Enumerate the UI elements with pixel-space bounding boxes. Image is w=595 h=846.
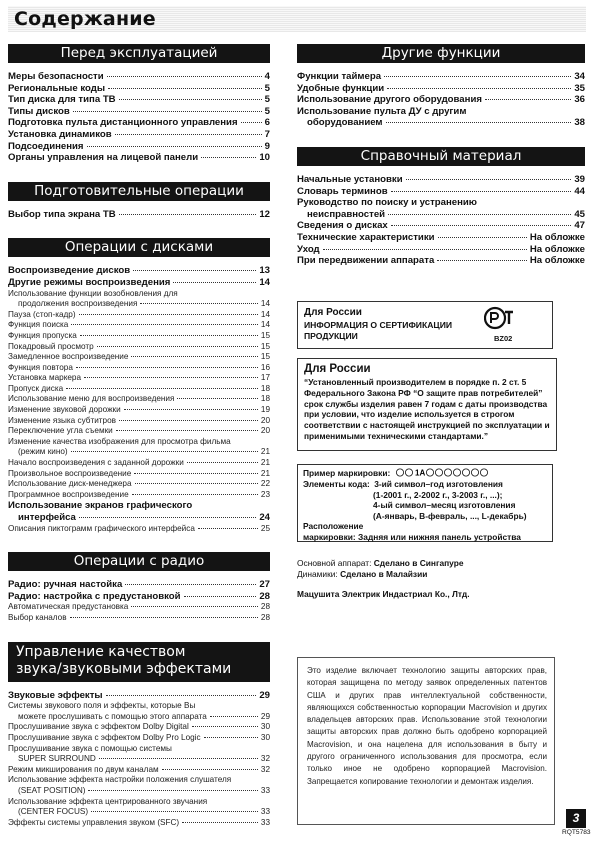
toc-dot-leader xyxy=(91,811,258,812)
toc-entry-page: 14 xyxy=(259,276,270,288)
toc-entry-page: 28 xyxy=(260,602,270,612)
toc-entry xyxy=(8,469,270,480)
section-header: Подготовительные операции xyxy=(8,182,270,201)
toc-entry-title: Пауза (стоп-кадр) xyxy=(8,309,76,319)
toc-entry-title: Выбор типа экрана ТВ xyxy=(8,208,116,220)
toc-dot-leader xyxy=(437,260,527,261)
toc-dot-leader xyxy=(116,430,258,431)
toc-entry-title: При передвижении аппарата xyxy=(297,255,435,267)
toc-dot-leader xyxy=(108,88,262,89)
left-section xyxy=(8,238,270,534)
toc-entry-page: 6 xyxy=(264,117,270,129)
toc-entry-page: 20 xyxy=(260,426,270,436)
toc-entry-page: 19 xyxy=(260,405,270,415)
maker-name: Мацушита Электрик Индастриал Ко., Лтд. xyxy=(297,589,470,599)
toc-entry xyxy=(8,602,270,613)
toc-entry-page: На обложке xyxy=(529,243,585,255)
marking-circle xyxy=(453,469,460,476)
toc-dot-leader xyxy=(204,737,258,738)
toc-entry-page: 21 xyxy=(260,468,270,478)
toc-entry xyxy=(8,129,270,141)
marking-label: Пример маркировки: xyxy=(303,468,391,479)
toc-dot-leader xyxy=(406,179,572,180)
toc-entry-title: (SEAT POSITION) xyxy=(18,785,86,795)
toc-entry-page: 33 xyxy=(260,807,270,817)
toc-entry-title: Подсоединения xyxy=(8,140,84,152)
section-header-line: звука/звуковыми эффектами xyxy=(16,660,232,677)
toc-entry-title: Технические характеристики xyxy=(297,231,435,243)
toc-entry xyxy=(8,765,270,776)
toc-entry-title: Тип диска для типа ТВ xyxy=(8,94,116,106)
toc-entry xyxy=(8,289,270,300)
toc-entry xyxy=(8,613,270,624)
service-life-box xyxy=(297,358,557,451)
cert-title: Для России xyxy=(304,307,362,318)
rst-logo xyxy=(484,306,514,330)
toc-dot-leader xyxy=(184,596,257,597)
toc-dot-leader xyxy=(241,122,262,123)
toc-entry-title: Функция пропуска xyxy=(8,330,77,340)
section-header xyxy=(8,642,270,682)
toc-entry xyxy=(297,232,585,244)
toc-entry xyxy=(8,352,270,363)
toc-entry xyxy=(8,209,270,221)
toc-entry xyxy=(8,141,270,153)
section-header: Операции с дисками xyxy=(8,238,270,257)
toc-entry-title: Программное воспроизведение xyxy=(8,489,129,499)
codes-line4: (A-январь, B-февраль, ..., L-декабрь) xyxy=(373,510,527,521)
toc-entry-page: 44 xyxy=(574,185,585,197)
toc-entry xyxy=(297,186,585,198)
toc-entry-title: Звуковые эффекты xyxy=(8,689,103,701)
toc-entry-title: Прослушивание звука с эффектом Dolby Pro Logic xyxy=(8,732,201,742)
toc-entry-page: 21 xyxy=(260,458,270,468)
marking-circle xyxy=(396,469,403,476)
toc-entry-title: Установка динамиков xyxy=(8,128,112,140)
toc-entry xyxy=(8,83,270,95)
toc-entry xyxy=(297,94,585,106)
toc-dot-leader xyxy=(88,790,257,791)
toc-entry xyxy=(8,490,270,501)
toc-entry-page: 45 xyxy=(574,208,585,220)
toc-entry xyxy=(297,106,585,118)
toc-entry xyxy=(8,342,270,353)
toc-dot-leader xyxy=(387,88,571,89)
right-column xyxy=(297,44,585,285)
marking-circle xyxy=(435,469,442,476)
toc-entry xyxy=(8,152,270,164)
toc-entry xyxy=(8,786,270,797)
toc-entry xyxy=(297,174,585,186)
left-column xyxy=(8,44,270,846)
toc-entry-title: Региональные коды xyxy=(8,82,106,94)
toc-dot-leader xyxy=(76,367,258,368)
toc-dot-leader xyxy=(84,377,258,378)
toc-entry-page: 13 xyxy=(259,265,270,277)
toc-entry xyxy=(8,373,270,384)
toc-entry-page: 17 xyxy=(260,373,270,383)
toc-entry-title: Подготовка пульта дистанционного управления xyxy=(8,117,238,129)
origin-main-label: Основной аппарат: xyxy=(297,558,372,568)
toc-entry xyxy=(297,220,585,232)
toc-entry-page: 30 xyxy=(260,732,270,742)
toc-dot-leader xyxy=(119,420,258,421)
toc-entry-page: 32 xyxy=(260,754,270,764)
codes-line1: 3-ий символ–год изготовления xyxy=(374,479,503,489)
marking-sample-row xyxy=(303,468,546,480)
toc-entry xyxy=(8,416,270,427)
toc-entry xyxy=(8,701,270,712)
marking-circle xyxy=(471,469,478,476)
toc-entry-title: Использование меню для воспроизведения xyxy=(8,394,175,404)
toc-entry-page: 36 xyxy=(574,94,585,106)
toc-entry-title: можете прослушивать с помощью этого аппарата xyxy=(18,711,207,721)
origin-main-value: Сделано в Сингапуре xyxy=(373,558,464,568)
toc-dot-leader xyxy=(131,356,257,357)
toc-entry xyxy=(8,579,270,591)
marking-circle xyxy=(480,469,487,476)
toc-entry xyxy=(8,394,270,405)
toc-entry-page: 29 xyxy=(260,711,270,721)
toc-dot-leader xyxy=(182,822,258,823)
macrovision-text: Это изделие включает технологию защиты авторских прав, которая защищена по методу заявок определенных патентов США и других прав интеллектуальной собственности, являющихся собственностью корпорации Macrovision и других владельцев авторских прав. Использование этой технологии защиты авторских прав должно быть одобрено корпорацией Macrovision, и она нацелена для использования в быту и другого ограниченного использования для просмотра, если только иное не одобрено корпорацией Macrovision. Запрещается копирование технологии и демонтаж изделия. xyxy=(307,666,547,786)
toc-entry xyxy=(8,437,270,448)
section-header: Перед эксплуатацией xyxy=(8,44,270,63)
toc-entry-page: На обложке xyxy=(529,255,585,267)
toc-entry-title: Изменение языка субтитров xyxy=(8,415,116,425)
toc-entry-title: Органы управления на лицевой панели xyxy=(8,152,199,164)
toc-entry-page: 14 xyxy=(260,320,270,330)
toc-entry-title: Использование другого оборудования xyxy=(297,94,482,106)
toc-entry-title: Руководство по поиску и устранению xyxy=(297,197,477,209)
toc-entry xyxy=(8,405,270,416)
toc-entry-page: 30 xyxy=(260,722,270,732)
toc-entry-title: Использование функции возобновления для xyxy=(8,288,178,298)
toc-dot-leader xyxy=(173,282,256,283)
toc-entry xyxy=(8,733,270,744)
toc-entry xyxy=(8,722,270,733)
toc-entry-page: 18 xyxy=(260,383,270,393)
toc-entry-title: Удобные функции xyxy=(297,82,385,94)
toc-dot-leader xyxy=(388,214,571,215)
toc-entry-title: Изменение качества изображения для просмотра фильма xyxy=(8,436,231,446)
doc-code: RQT5783 xyxy=(562,829,591,836)
left-section xyxy=(8,182,270,221)
toc-dot-leader xyxy=(391,191,572,192)
toc-entry-page: 32 xyxy=(260,764,270,774)
toc-entry-title: Начало воспроизведения с заданной дорожки xyxy=(8,458,184,468)
toc-entry xyxy=(8,277,270,289)
toc-entry xyxy=(8,320,270,331)
toc-entry xyxy=(8,310,270,321)
toc-entry-title: Функция поиска xyxy=(8,320,69,330)
toc-entry-title: Покадровый просмотр xyxy=(8,341,94,351)
toc-entry xyxy=(8,447,270,458)
toc-dot-leader xyxy=(133,270,256,271)
toc-entry-title: Использование диск-менеджера xyxy=(8,479,132,489)
toc-entry-title: интерфейса xyxy=(18,512,76,523)
origin-speaker-value: Сделано в Малайзии xyxy=(340,569,428,579)
toc-entry-title: Функции таймера xyxy=(297,71,382,82)
left-section xyxy=(8,44,270,164)
toc-entry-title: Начальные установки xyxy=(297,173,403,185)
toc-entry-page: 5 xyxy=(264,82,270,94)
marking-circles xyxy=(396,468,546,480)
toc-dot-leader xyxy=(66,388,258,389)
toc-dot-leader xyxy=(162,769,258,770)
toc-entry-page: 5 xyxy=(264,94,270,106)
toc-entry-page: 15 xyxy=(260,330,270,340)
toc-entry-title: Эффекты системы управления звуком (SFC) xyxy=(8,817,180,827)
section-header: Операции с радио xyxy=(8,552,270,571)
toc-dot-leader xyxy=(485,99,571,100)
toc-entry xyxy=(8,117,270,129)
toc-dot-leader xyxy=(119,99,262,100)
toc-entry-title: Режим микширования по двум каналам xyxy=(8,764,159,774)
page-title-bar xyxy=(8,6,586,32)
toc-entry xyxy=(297,117,585,129)
toc-entry-page: 15 xyxy=(260,352,270,362)
toc-dot-leader xyxy=(210,716,258,717)
toc-entry xyxy=(8,818,270,829)
toc-entry-title: (режим кино) xyxy=(18,447,68,457)
left-section xyxy=(8,552,270,623)
page-number: 3 xyxy=(572,811,580,825)
toc-entry xyxy=(8,299,270,310)
toc-entry-page: 39 xyxy=(574,173,585,185)
toc-dot-leader xyxy=(70,617,258,618)
toc-entry-page: 22 xyxy=(260,479,270,489)
toc-dot-leader xyxy=(384,76,571,77)
toc-entry-page: 29 xyxy=(259,689,270,701)
marking-circle xyxy=(462,469,469,476)
toc-entry-title: Радио: настройка с предустановкой xyxy=(8,590,181,602)
toc-dot-leader xyxy=(134,473,258,474)
toc-dot-leader xyxy=(79,517,256,518)
toc-entry-title: Пропуск диска xyxy=(8,383,64,393)
toc-entry xyxy=(8,591,270,603)
toc-dot-leader xyxy=(201,157,256,158)
toc-entry-title: Меры безопасности xyxy=(8,71,104,82)
toc-entry xyxy=(297,197,585,209)
toc-entry-title: Автоматическая предустановка xyxy=(8,602,129,612)
toc-dot-leader xyxy=(87,146,262,147)
toc-entry-title: SUPER SURROUND xyxy=(18,754,96,764)
toc-entry-page: 14 xyxy=(260,309,270,319)
toc-dot-leader xyxy=(391,225,572,226)
macrovision-notice-box xyxy=(297,657,555,825)
toc-entry xyxy=(8,71,270,83)
toc-entry xyxy=(297,209,585,221)
toc-entry xyxy=(297,244,585,256)
toc-entry-page: На обложке xyxy=(529,231,585,243)
toc-dot-leader xyxy=(131,606,258,607)
toc-entry-page: 4 xyxy=(264,71,270,82)
toc-entry-page: 20 xyxy=(260,415,270,425)
toc-dot-leader xyxy=(71,324,258,325)
toc-entry-page: 34 xyxy=(574,71,585,82)
toc-entry-title: (CENTER FOCUS) xyxy=(18,807,89,817)
toc-entry-title: Переключение угла съемки xyxy=(8,426,113,436)
cert-line2: ПРОДУКЦИИ xyxy=(304,331,358,341)
toc-entry-title: Изменение звуковой дорожки xyxy=(8,405,121,415)
toc-entry-title: Прослушивание звука с помощью системы xyxy=(8,743,172,753)
toc-dot-leader xyxy=(198,528,258,529)
toc-entry-page: 25 xyxy=(260,523,270,533)
toc-dot-leader xyxy=(386,122,572,123)
toc-dot-leader xyxy=(177,398,257,399)
toc-entry-page: 21 xyxy=(260,447,270,457)
toc-entry-page: 18 xyxy=(260,394,270,404)
toc-entry-title: Произвольное воспроизведение xyxy=(8,468,132,478)
toc-entry-title: Описания пиктограмм графического интерфейса xyxy=(8,523,195,533)
page-title: Содержание xyxy=(14,8,156,30)
toc-entry-title: Функция повтора xyxy=(8,362,73,372)
toc-entry xyxy=(8,479,270,490)
cert-code: BZ02 xyxy=(494,334,513,343)
toc-entry-page: 12 xyxy=(259,208,270,220)
toc-entry-title: Системы звукового поля и эффекты, которые Вы xyxy=(8,701,196,711)
toc-dot-leader xyxy=(438,237,527,238)
toc-entry xyxy=(8,500,270,512)
toc-entry-title: оборудованием xyxy=(307,117,383,129)
service-text: “Установленный производителем в порядке п. 2 ст. 5 Федерального Закона РФ “О защите прав потребителей” срок службы изделия равен 7 годам с даты производства при условии, что изделие используется в строгом соответствии с настоящей инструкцией по эксплуатации и применимыми техническими стандартами.” xyxy=(304,377,550,441)
toc-entry xyxy=(8,331,270,342)
toc-dot-leader xyxy=(132,494,258,495)
toc-entry-title: Сведения о дисках xyxy=(297,220,388,232)
location-label: Расположение xyxy=(303,521,364,532)
toc-entry-title: Использование пульта ДУ с другим xyxy=(297,105,467,117)
marking-circle xyxy=(426,469,433,476)
toc-dot-leader xyxy=(97,346,258,347)
origin-block xyxy=(297,558,470,600)
toc-entry xyxy=(8,512,270,524)
toc-entry-title: продолжения воспроизведения xyxy=(18,299,138,309)
toc-entry-page: 5 xyxy=(264,105,270,117)
marking-circle xyxy=(405,469,412,476)
toc-entry xyxy=(8,426,270,437)
cert-line1: ИНФОРМАЦИЯ О СЕРТИФИКАЦИИ xyxy=(304,320,453,330)
service-title: Для России xyxy=(304,363,371,375)
toc-dot-leader xyxy=(323,249,527,250)
toc-dot-leader xyxy=(107,76,262,77)
right-section xyxy=(297,147,585,267)
toc-entry-page: 14 xyxy=(260,299,270,309)
toc-entry xyxy=(297,255,585,267)
toc-entry xyxy=(8,94,270,106)
toc-entry-title: Установка маркера xyxy=(8,373,82,383)
toc-entry-title: Словарь терминов xyxy=(297,185,388,197)
toc-entry-page: 33 xyxy=(260,817,270,827)
toc-entry-title: Прослушивание звука с эффектом Dolby Digital xyxy=(8,722,189,732)
toc-dot-leader xyxy=(115,134,262,135)
toc-entry-page: 24 xyxy=(259,512,270,523)
toc-entry-page: 27 xyxy=(259,579,270,591)
toc-dot-leader xyxy=(79,314,258,315)
toc-dot-leader xyxy=(135,483,258,484)
toc-entry xyxy=(8,106,270,118)
toc-dot-leader xyxy=(106,695,257,696)
toc-entry xyxy=(8,524,270,535)
location-text: маркировки: Задняя или нижняя панель устройства xyxy=(303,531,521,542)
section-header: Другие функции xyxy=(297,44,585,63)
toc-entry-page: 9 xyxy=(264,140,270,152)
toc-entry-title: Уход xyxy=(297,243,320,255)
toc-dot-leader xyxy=(125,584,256,585)
marking-sample-text: 1A xyxy=(414,468,425,477)
toc-dot-leader xyxy=(192,726,258,727)
section-header-line: Управление качеством xyxy=(16,643,186,660)
toc-entry-page: 35 xyxy=(574,82,585,94)
toc-entry-page: 16 xyxy=(260,362,270,372)
toc-entry-page: 15 xyxy=(260,341,270,351)
toc-entry-page: 38 xyxy=(574,117,585,129)
toc-entry-page: 28 xyxy=(259,590,270,602)
toc-entry xyxy=(8,265,270,277)
codes-label: Элементы кода: xyxy=(303,479,370,489)
toc-entry-title: Использование эффекта настройки положения слушателя xyxy=(8,775,232,785)
toc-entry xyxy=(8,754,270,765)
toc-entry-title: Типы дисков xyxy=(8,105,70,117)
toc-entry xyxy=(8,775,270,786)
toc-entry xyxy=(8,797,270,808)
toc-entry-title: Радио: ручная настойка xyxy=(8,579,123,591)
section-header: Справочный материал xyxy=(297,147,585,166)
page-number-badge xyxy=(566,809,586,828)
toc-entry-title: Замедленное воспроизведение xyxy=(8,352,129,362)
toc-dot-leader xyxy=(124,409,258,410)
codes-line2: (1-2001 г., 2-2002 г., 3-2003 г., ...); xyxy=(373,489,503,500)
toc-entry xyxy=(297,71,585,83)
toc-entry-page: 47 xyxy=(574,220,585,232)
left-section xyxy=(8,642,270,829)
toc-dot-leader xyxy=(99,758,258,759)
toc-entry-title: Использование эффекта центрированного звучания xyxy=(8,796,208,806)
toc-dot-leader xyxy=(140,303,258,304)
codes-line3: 4-ый символ–месяц изготовления xyxy=(373,500,516,511)
toc-entry-title: неисправностей xyxy=(307,208,386,220)
origin-speaker-label: Динамики: xyxy=(297,569,338,579)
toc-entry xyxy=(8,384,270,395)
toc-entry-title: Выбор каналов xyxy=(8,612,67,622)
toc-entry xyxy=(8,744,270,755)
toc-entry xyxy=(8,807,270,818)
toc-entry-page: 10 xyxy=(259,152,270,164)
toc-dot-leader xyxy=(73,111,262,112)
toc-dot-leader xyxy=(80,335,258,336)
toc-entry xyxy=(8,363,270,374)
right-section xyxy=(297,44,585,129)
toc-entry xyxy=(8,712,270,723)
toc-entry-page: 28 xyxy=(260,612,270,622)
toc-entry xyxy=(8,690,270,702)
toc-entry-title: Использование экранов графического xyxy=(8,500,193,512)
toc-dot-leader xyxy=(71,451,258,452)
marking-circle xyxy=(444,469,451,476)
toc-entry-page: 33 xyxy=(260,785,270,795)
toc-entry xyxy=(8,458,270,469)
toc-entry-title: Воспроизведение дисков xyxy=(8,265,131,277)
toc-entry-page: 7 xyxy=(264,128,270,140)
toc-dot-leader xyxy=(187,462,258,463)
toc-entry xyxy=(297,83,585,95)
certification-box xyxy=(297,301,553,349)
toc-dot-leader xyxy=(119,214,257,215)
toc-entry-page: 23 xyxy=(260,489,270,499)
marking-box xyxy=(297,464,553,542)
toc-entry-title: Другие режимы воспроизведения xyxy=(8,276,171,288)
